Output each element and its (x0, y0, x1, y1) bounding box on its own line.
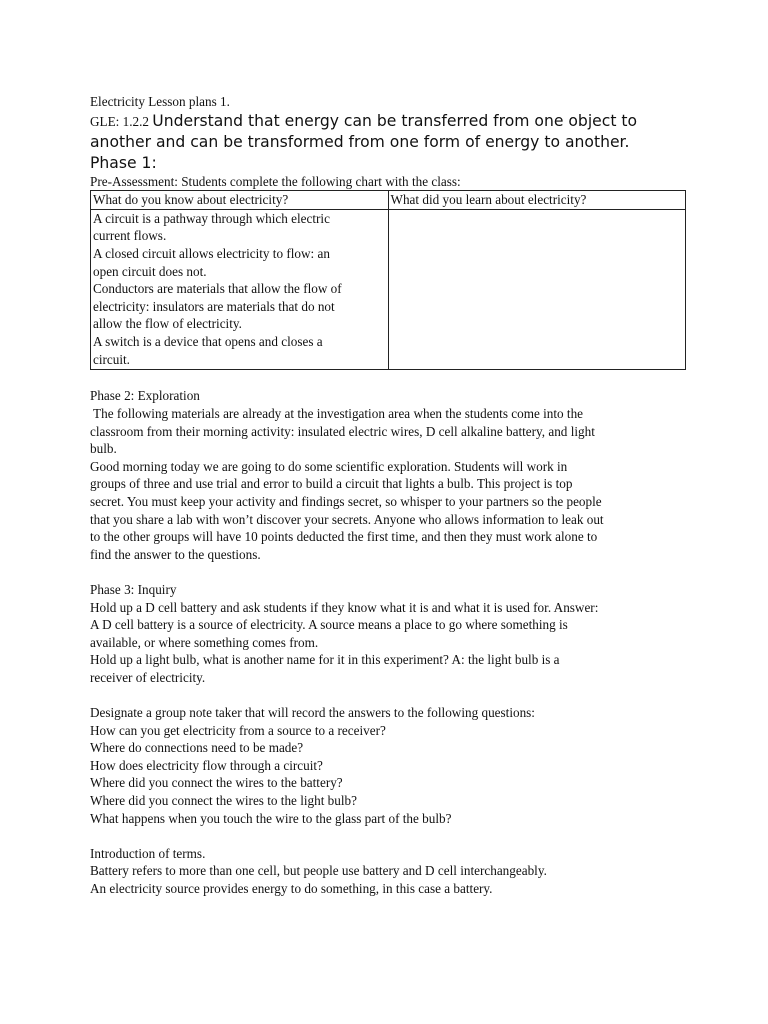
phase1-heading: Phase 1: (90, 153, 157, 172)
know-line: circuit. (93, 351, 130, 367)
phase2-body (90, 405, 690, 563)
know-line: A circuit is a pathway through which electric (93, 210, 330, 226)
phase3-line: Hold up a D cell battery and ask students if they know what it is and what it is used for. Answer: (90, 599, 599, 615)
gle-text-1: Understand that energy can be transferred from one object to (152, 111, 638, 130)
phase2-line: classroom from their morning activity: insulated electric wires, D cell alkaline battery, and light (90, 423, 595, 439)
question-item: Where do connections need to be made? (90, 740, 304, 756)
know-line: allow the flow of electricity. (93, 316, 242, 332)
know-line: electricity: insulators are materials that do not (93, 298, 335, 314)
questions-intro: Designate a group note taker that will record the answers to the following questions: (90, 705, 535, 721)
question-item: How can you get electricity from a source to a receiver? (90, 722, 386, 738)
gle-text-2: another and can be transformed from one form of energy to another. (90, 132, 630, 151)
chart-header-know: What do you know about electricity? (91, 191, 389, 210)
chart-body-row (91, 209, 686, 369)
phase3-line: A D cell battery is a source of electricity. A source means a place to go where something is (90, 617, 568, 633)
phase3-line: receiver of electricity. (90, 669, 206, 685)
chart-cell-learn (388, 209, 686, 369)
phase2-line: bulb. (90, 441, 117, 457)
question-item: How does electricity flow through a circuit? (90, 757, 323, 773)
phase2-line: secret. You must keep your activity and findings secret, so whisper to your partners so the people (90, 493, 602, 509)
phase2-heading: Phase 2: Exploration (90, 388, 200, 404)
chart-header-row (91, 191, 686, 210)
gle-statement (90, 111, 690, 132)
know-line: Conductors are materials that allow the flow of (93, 281, 342, 297)
question-item: Where did you connect the wires to the light bulb? (90, 793, 357, 809)
phase3-body (90, 599, 690, 687)
terms-line: An electricity source provides energy to do something, in this case a battery. (90, 881, 493, 896)
know-line: open circuit does not. (93, 263, 207, 279)
gle-label: GLE: 1.2.2 (90, 113, 149, 129)
phase2-line: groups of three and use trial and error to build a circuit that lights a bulb. This project is top (90, 476, 573, 492)
phase2-line: that you share a lab with won’t discover your secrets. Anyone who allows information to leak out (90, 511, 604, 527)
phase3-line: available, or where something comes from. (90, 634, 319, 650)
kwl-chart (90, 190, 686, 370)
know-line: current flows. (93, 228, 167, 244)
phase2-line: find the answer to the questions. (90, 546, 261, 562)
phase2-line: The following materials are already at the investigation area when the students come into the (90, 405, 584, 421)
question-item: What happens when you touch the wire to the glass part of the bulb? (90, 810, 452, 826)
question-item: Where did you connect the wires to the battery? (90, 775, 343, 791)
pre-assessment-text: Pre-Assessment: Students complete the following chart with the class: (90, 173, 461, 189)
document-title: Electricity Lesson plans 1. (90, 94, 230, 109)
phase2-line: Good morning today we are going to do some scientific exploration. Students will work in (90, 458, 568, 474)
phase2-line: to the other groups will have 10 points deducted the first time, and then they must work alone to (90, 529, 598, 545)
know-line: A switch is a device that opens and closes a (93, 333, 323, 349)
phase3-heading: Phase 3: Inquiry (90, 581, 177, 597)
questions-list (90, 722, 690, 828)
chart-header-learn: What did you learn about electricity? (388, 191, 686, 210)
know-line: A closed circuit allows electricity to flow: an (93, 245, 330, 261)
terms-heading: Introduction of terms. (90, 845, 206, 861)
chart-cell-know (91, 209, 389, 369)
terms-line: Battery refers to more than one cell, but people use battery and D cell interchangeably. (90, 863, 547, 879)
document-page (90, 93, 690, 898)
phase3-line: Hold up a light bulb, what is another name for it in this experiment? A: the light bulb is a (90, 652, 560, 668)
